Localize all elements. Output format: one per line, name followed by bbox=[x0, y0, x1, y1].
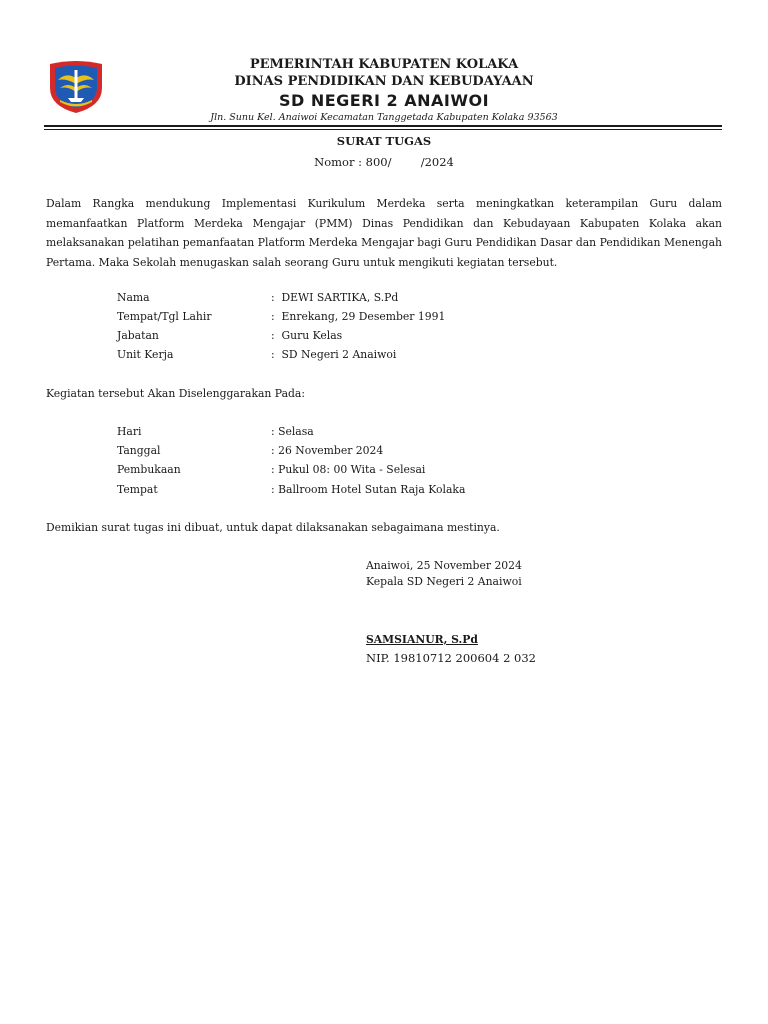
person-label-birth: Tempat/Tgl Lahir bbox=[117, 310, 212, 323]
event-label-place: Tempat bbox=[117, 483, 158, 496]
person-value-birth: : Enrekang, 29 Desember 1991 bbox=[271, 310, 446, 323]
letter-number: Nomor : 800/ /2024 bbox=[314, 155, 454, 169]
header-address: Jln. Sunu Kel. Anaiwoi Kecamatan Tanggetada Kabupaten Kolaka 93563 bbox=[210, 112, 558, 123]
person-value-position: : Guru Kelas bbox=[271, 329, 343, 342]
person-label-name: Nama bbox=[117, 291, 150, 304]
event-value-place: : Ballroom Hotel Sutan Raja Kolaka bbox=[271, 483, 466, 496]
event-value-opening: : Pukul 08: 00 Wita - Selesai bbox=[271, 463, 426, 476]
header-department: DINAS PENDIDIKAN DAN KEBUDAYAAN bbox=[234, 74, 534, 89]
event-label-day: Hari bbox=[117, 425, 142, 438]
closing-statement: Demikian surat tugas ini dibuat, untuk dapat dilaksanakan sebagaimana mestinya. bbox=[46, 521, 500, 534]
header-divider-thick bbox=[44, 125, 722, 127]
letter-title: SURAT TUGAS bbox=[336, 134, 432, 148]
signature-nip: NIP. 19810712 200604 2 032 bbox=[366, 651, 536, 665]
signature-name: SAMSIANUR, S.Pd bbox=[366, 633, 478, 646]
event-label-opening: Pembukaan bbox=[117, 463, 181, 476]
event-intro: Kegiatan tersebut Akan Diselenggarakan Pada: bbox=[46, 387, 306, 400]
signature-position: Kepala SD Negeri 2 Anaiwoi bbox=[366, 575, 522, 588]
event-label-date: Tanggal bbox=[117, 444, 161, 457]
person-value-unit: : SD Negeri 2 Anaiwoi bbox=[271, 348, 397, 361]
event-value-day: : Selasa bbox=[271, 425, 314, 438]
person-label-position: Jabatan bbox=[117, 329, 159, 342]
header-school-name: SD NEGERI 2 ANAIWOI bbox=[278, 91, 490, 110]
person-value-name: : DEWI SARTIKA, S.Pd bbox=[271, 291, 399, 304]
header-government: PEMERINTAH KABUPATEN KOLAKA bbox=[249, 57, 519, 72]
letter-body: Dalam Rangka mendukung Implementasi Kurikulum Merdeka serta meningkatkan keterampilan Guru dalam memanfaatkan Platform Merdeka Mengajar (PMM) Dinas Pendidikan dan Kebudayaan Kabupaten Kolaka akan melaksanakan pelatihan pemanfaatan Platform Merdeka Mengajar bagi Guru Pendidikan Dasar dan Pendidikan Menengah Pertama. Maka Sekolah menugaskan salah seorang Guru untuk mengikuti kegiatan tersebut. bbox=[46, 197, 722, 269]
header-divider-thin bbox=[44, 129, 722, 130]
signature-place-date: Anaiwoi, 25 November 2024 bbox=[366, 559, 522, 572]
person-label-unit: Unit Kerja bbox=[117, 348, 174, 361]
event-value-date: : 26 November 2024 bbox=[271, 444, 384, 457]
